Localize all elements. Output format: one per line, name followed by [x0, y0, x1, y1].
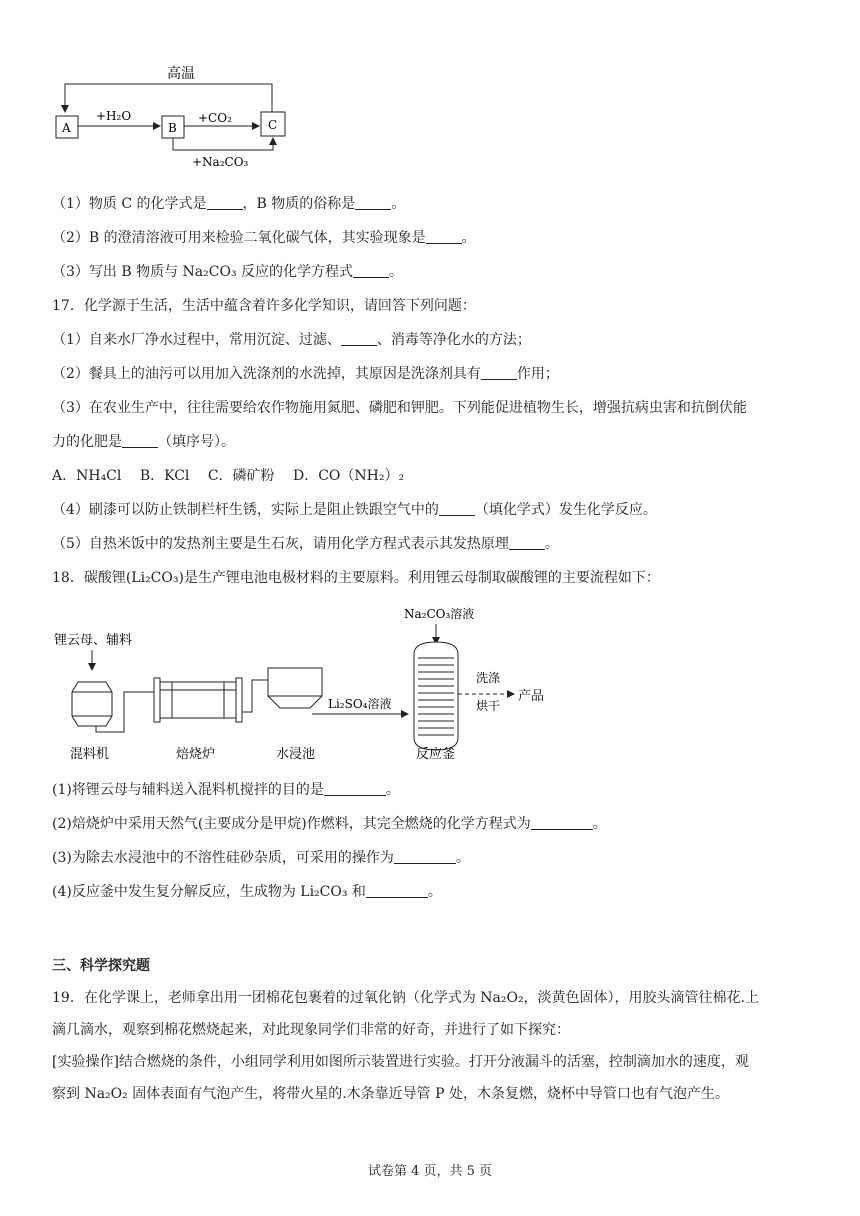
- answer-blank[interactable]: [341, 331, 377, 346]
- q19-line4: 察到 Na₂O₂ 固体表面有气泡产生，将带火星的.木条靠近导管 P 处，木条复燃，烧杯中导管口也有气泡产生。: [52, 1086, 729, 1102]
- q17-part4: （4）刷漆可以防止铁制栏杆生锈，实际上是阻止铁跟空气中的 （填化学式）发生化学反应。: [52, 502, 657, 518]
- answer-blank[interactable]: [481, 365, 517, 380]
- section-title: 三、科学探究题: [52, 958, 150, 974]
- answer-blank[interactable]: [355, 195, 391, 210]
- q17-part1: （1）自来水厂净水过程中，常用沉淀、过滤、 、消毒等净化水的方法；: [52, 332, 531, 348]
- q18-stem: 18．碳酸锂(Li₂CO₃)是生产锂电池电极材料的主要原料。利用锂云母制取碳酸锂的主要流程如下：: [52, 570, 660, 586]
- tank-label: 水浸池: [276, 747, 316, 762]
- wash-label: 洗涤: [476, 671, 501, 685]
- tank-icon: [268, 668, 322, 708]
- q17-options: A．NH₄Cl B．KCl C．磷矿粉 D．CO（NH₂）₂: [52, 468, 405, 484]
- answer-blank[interactable]: [324, 781, 386, 796]
- answer-blank[interactable]: [439, 501, 475, 516]
- mixer-icon: [72, 682, 112, 726]
- box-c-label: C: [268, 118, 278, 132]
- box-a-label: A: [62, 121, 71, 135]
- answer-blank[interactable]: [353, 263, 389, 278]
- q17-part2: （2）餐具上的油污可以用加入洗涤剂的水洗掉，其原因是洗涤剂具有 作用；: [52, 366, 559, 382]
- arrow-bottom-label: +Na₂CO₃: [192, 155, 249, 169]
- answer-blank[interactable]: [426, 229, 462, 244]
- mixer-label: 混料机: [70, 747, 110, 762]
- dry-label: 烘干: [476, 699, 501, 713]
- q16-part2: （2）B 的澄清溶液可用来检验二氧化碳气体，其实验现象是 。: [52, 230, 476, 246]
- furnace-label: 焙烧炉: [176, 747, 216, 762]
- reactor-label: 反应釜: [416, 747, 456, 762]
- high-temp-label: 高温: [167, 66, 195, 82]
- li2so4-label: Li₂SO₄溶液: [328, 697, 392, 711]
- answer-blank[interactable]: [207, 195, 243, 210]
- bottom-arrow: [173, 138, 273, 150]
- q18-part1: (1)将锂云母与辅料送入混料机搅拌的目的是 。: [52, 782, 400, 798]
- page-footer: 试卷第 4 页，共 5 页: [367, 1164, 493, 1179]
- arrow-bc-label: +CO₂: [198, 111, 232, 125]
- reactor-icon: [414, 642, 458, 750]
- product-label: 产品: [518, 689, 545, 704]
- q17-stem: 17．化学源于生活，生活中蕴含着许多化学知识，请回答下列问题：: [52, 298, 476, 314]
- q17-part3-cont: 力的化肥是 （填序号）。: [52, 434, 235, 450]
- answer-blank[interactable]: [366, 883, 428, 898]
- furnace-to-tank-pipe: [242, 680, 268, 712]
- process-flow-diagram: [52, 596, 572, 766]
- q17-part3: （3）在农业生产中，往往需要给农作物施用氮肥、磷肥和钾肥。下列能促进植物生长，增强抗病虫害和抗倒伏能: [52, 400, 747, 416]
- q19-line2: 滴几滴水，观察到棉花燃烧起来，对此现象同学们非常的好奇，并进行了如下探究：: [52, 1022, 570, 1038]
- reaction-diagram: [52, 62, 312, 172]
- q18-part2: (2)焙烧炉中采用天然气(主要成分是甲烷)作燃料，其完全燃烧的化学方程式为 。: [52, 816, 607, 832]
- answer-blank[interactable]: [531, 815, 593, 830]
- furnace-icon: [154, 678, 242, 722]
- q16-part1: （1）物质 C 的化学式是 ，B 物质的俗称是 。: [52, 196, 406, 212]
- q16-part3: （3）写出 B 物质与 Na₂CO₃ 反应的化学方程式 。: [52, 264, 404, 280]
- answer-blank[interactable]: [394, 849, 456, 864]
- q19-line1: 19．在化学课上，老师拿出用一团棉花包裹着的过氧化钠（化学式为 Na₂O₂，淡黄色固体），用胶头滴管往棉花.上: [52, 990, 760, 1006]
- answer-blank[interactable]: [122, 433, 158, 448]
- arrow-ab-label: +H₂O: [96, 109, 132, 123]
- q18-part3: (3)为除去水浸池中的不溶性硅砂杂质，可采用的操作为 。: [52, 850, 470, 866]
- q18-part4: (4)反应釜中发生复分解反应，生成物为 Li₂CO₃ 和 。: [52, 884, 442, 900]
- box-b-label: B: [168, 121, 177, 135]
- q17-part5: （5）自热米饭中的发热剂主要是生石灰，请用化学方程式表示其发热原理 。: [52, 536, 559, 552]
- q19-line3: [实验操作]结合燃烧的条件，小组同学利用如图所示装置进行实验。打开分液漏斗的活塞，控制滴加水的速度，观: [52, 1054, 749, 1070]
- input-label: 锂云母、辅料: [54, 633, 133, 648]
- answer-blank[interactable]: [509, 535, 545, 550]
- na2co3-label: Na₂CO₃溶液: [404, 607, 475, 621]
